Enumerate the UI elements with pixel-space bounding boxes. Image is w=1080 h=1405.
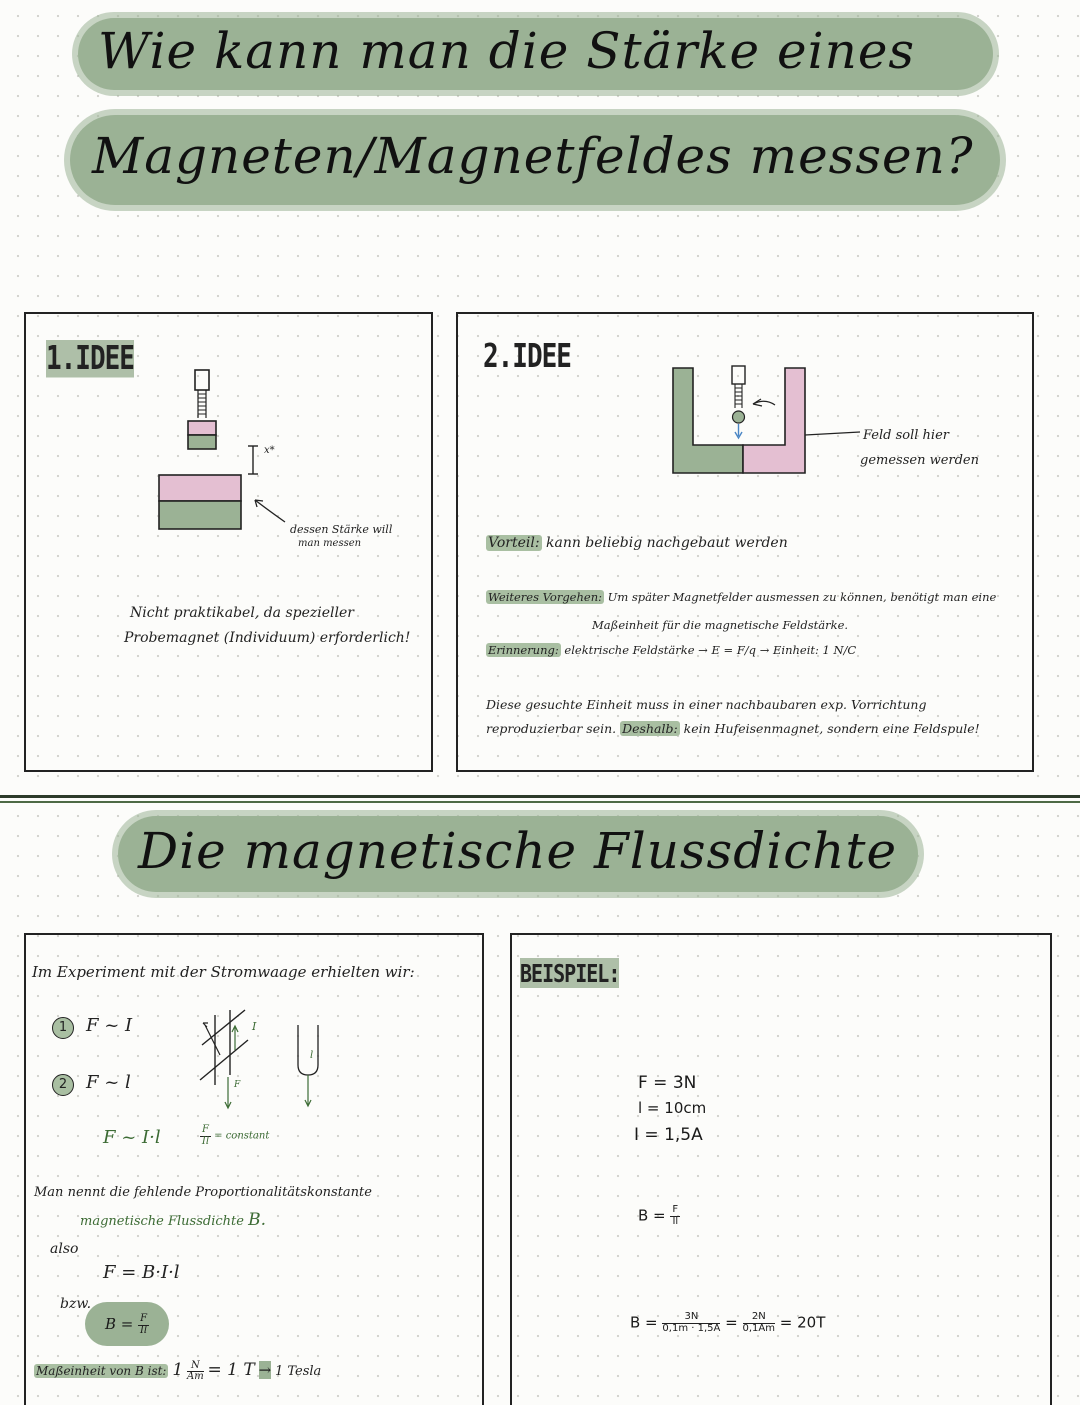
experiment-formula-2: B = $\frac{F}{Il}$ <box>85 1302 169 1346</box>
example-formula: B = $\frac{F}{Il}$ <box>638 1204 679 1227</box>
idea2-weiteres-2: Maßeinheit für die magnetische Feldstärke. <box>592 618 849 632</box>
title-line-2: Magneten/Magnetfeldes messen? <box>70 115 1000 205</box>
example-label: BEISPIEL: <box>520 958 620 988</box>
idea2-field-note-1: Feld soll hier <box>863 428 949 443</box>
experiment-also: also <box>50 1241 79 1257</box>
experiment-formula-1: F = B·I·l <box>103 1262 180 1283</box>
idea2-diese-1: Diese gesuchte Einheit muss in einer nachbaubaren exp. Vorrichtung <box>486 697 927 712</box>
idea2-label: 2.IDEE <box>483 338 571 376</box>
experiment-item-1: 1 F ~ I <box>52 1015 132 1039</box>
example-given-F: F = 3N <box>638 1073 697 1093</box>
diagram-label-I: I <box>252 1020 257 1033</box>
diagram-label-F: F <box>234 1080 241 1090</box>
experiment-intro: Im Experiment mit der Stromwaage erhielten wir: <box>32 963 415 981</box>
example-box <box>510 933 1052 1405</box>
experiment-naming: Man nennt die fehlende Proportionalitätskonstante <box>34 1185 372 1200</box>
example-calculation: B = $\frac{3N}{0,1m \cdot 1,5A}$ = $\frac{2N}{0,1Am}$ = 20T <box>630 1311 826 1334</box>
experiment-naming-green: magnetische Flussdichte B. <box>80 1210 266 1230</box>
experiment-unit: Maßeinheit von B ist: 1 $\frac{N}{Am}$ = 1 T → 1 Tesla <box>36 1359 322 1382</box>
idea2-vorteil: Vorteil: kann beliebig nachgebaut werden <box>488 535 788 551</box>
experiment-diagram <box>190 1005 340 1120</box>
item-1-marker: 1 <box>52 1017 74 1039</box>
section-divider-accent <box>0 801 1080 803</box>
idea2-erinnerung: Erinnerung: elektrische Feldstärke → E = F/q → Einheit: 1 N/C <box>488 643 857 657</box>
idea1-conclusion-2: Probemagnet (Individuum) erforderlich! <box>124 630 411 646</box>
idea1-arrow-note-1: dessen Stärke will <box>290 523 393 536</box>
title-line-1: Wie kann man die Stärke eines <box>78 18 993 90</box>
idea1-distance-label: x* <box>264 445 275 456</box>
experiment-combined: F ~ I·l <box>103 1127 161 1148</box>
idea2-field-note-2: gemessen werden <box>860 453 979 468</box>
idea2-weiteres-1: Weiteres Vorgehen: Um später Magnetfelder ausmessen zu können, benötigt man eine <box>488 590 997 604</box>
idea2-horseshoe-diagram <box>665 360 865 480</box>
experiment-bzw: bzw. <box>60 1296 92 1312</box>
item-2-marker: 2 <box>52 1074 74 1096</box>
experiment-item-2: 2 F ~ l <box>52 1072 131 1096</box>
idea1-diagram <box>150 360 420 550</box>
idea2-diese-2: reproduzierbar sein. Deshalb: kein Hufeisenmagnet, sondern eine Feldspule! <box>486 721 980 736</box>
experiment-ratio: $\frac{F}{Il}$ = constant <box>201 1124 270 1147</box>
example-given-I: I = 1,5A <box>634 1125 703 1145</box>
idea1-arrow-note-2: man messen <box>298 538 362 549</box>
idea1-conclusion-1: Nicht praktikabel, da spezieller <box>130 605 354 621</box>
example-given-l: l = 10cm <box>638 1099 707 1117</box>
section2-title: Die magnetische Flussdichte <box>118 816 918 892</box>
diagram-label-l: l <box>310 1050 314 1061</box>
section-divider <box>0 795 1080 798</box>
idea1-label: 1.IDEE <box>46 340 134 378</box>
